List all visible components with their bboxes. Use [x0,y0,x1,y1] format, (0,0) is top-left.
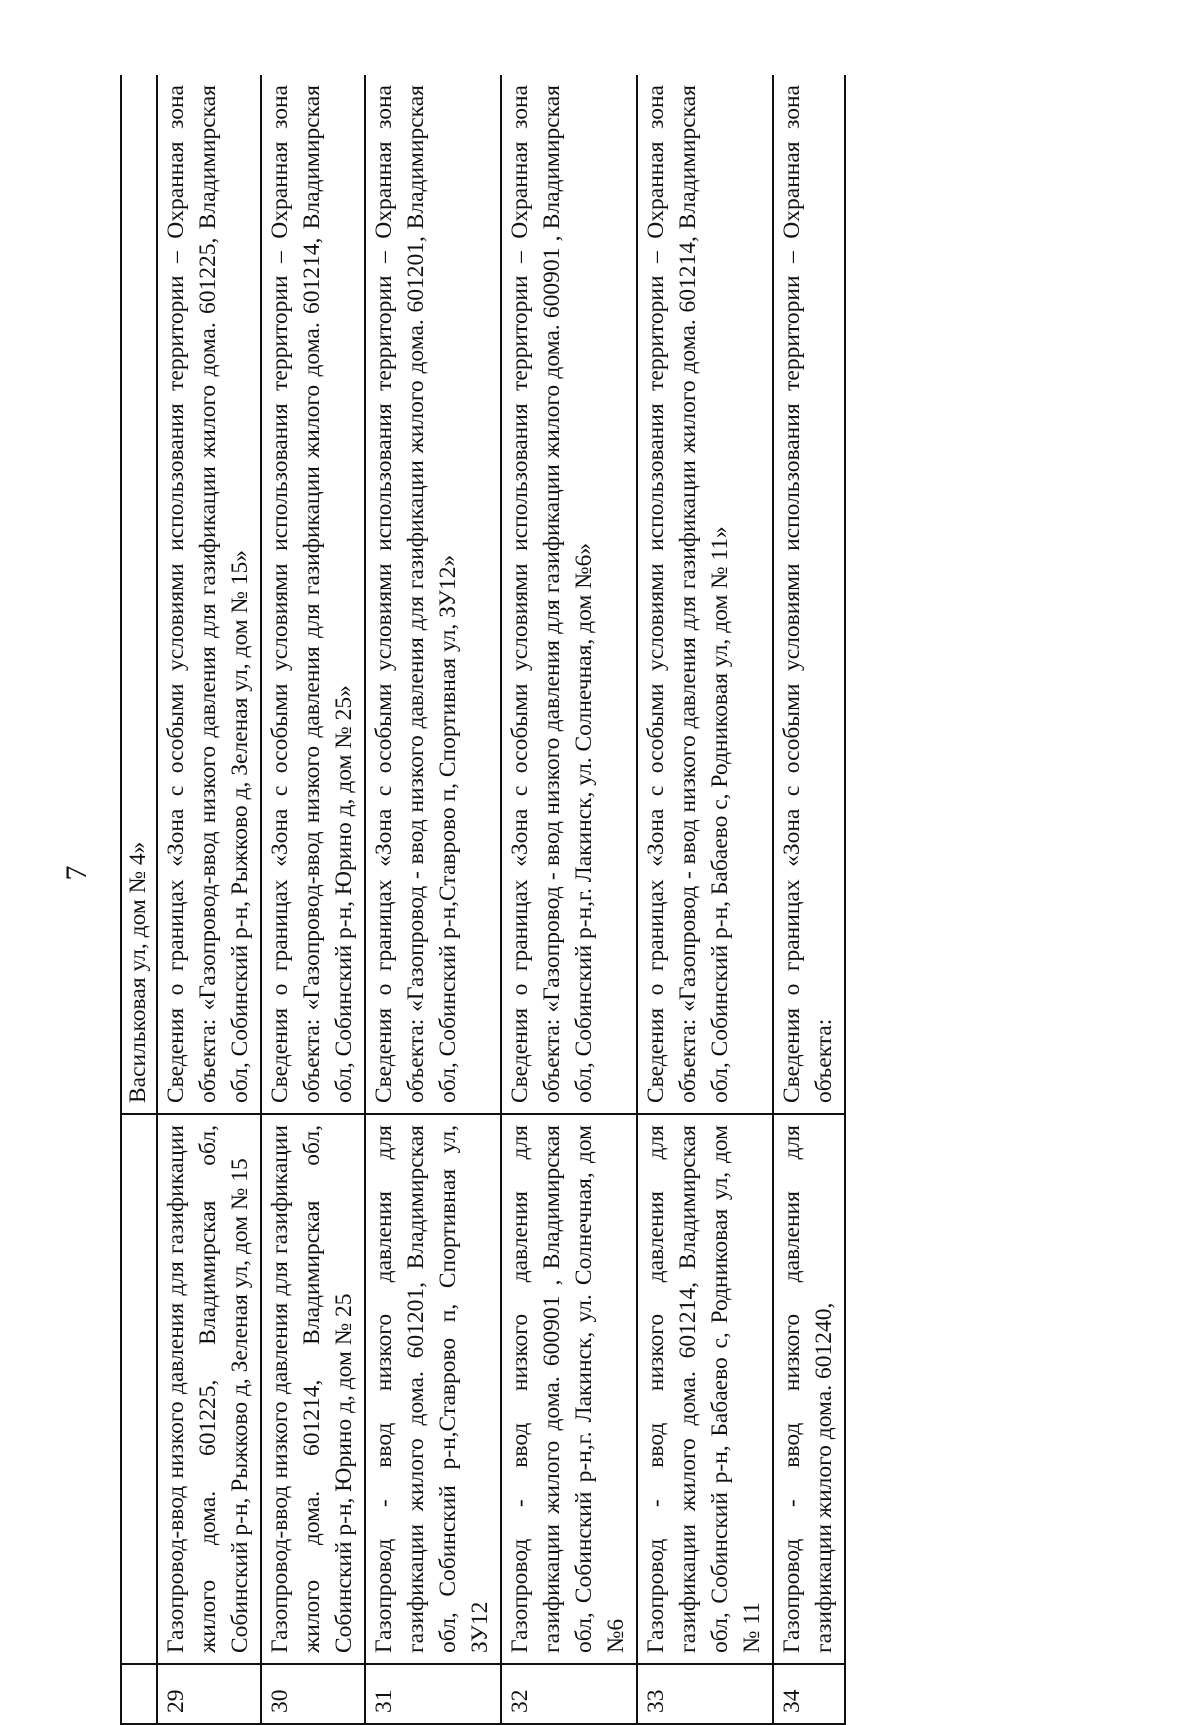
object-cell [121,1114,157,1664]
table-row [261,75,365,1724]
info-cell: Сведения о границах «Зона с особыми условиями использования территории – Охранная зона объекта: [773,75,845,1114]
row-number-cell: 33 [637,1664,773,1724]
info-cell: Сведения о границах «Зона с особыми условиями использования территории – Охранная зона объекта: «Газопровод - ввод низкого давления для газификации жилого дома. 601201, Владимирская обл, Собинский р-н,Ставрово п, Спортивная ул, ЗУ12» [365,75,501,1114]
object-cell: Газопровод - ввод низкого давления для газификации жилого дома. 601214, Владимирская обл, Собинский р-н, Бабаево с, Родниковая ул, дом № 11 [637,1114,773,1664]
row-number-cell: 30 [261,1664,365,1724]
info-cell: Васильковая ул, дом № 4» [121,75,157,1114]
table-row [157,75,261,1724]
object-cell: Газопровод - ввод низкого давления для газификации жилого дома. 601240, [773,1114,845,1664]
rotated-table-frame [120,75,1060,1725]
object-cell: Газопровод-ввод низкого давления для газификации жилого дома. 601225, Владимирская обл, Собинский р-н, Рыжково д, Зеленая ул, дом № 15 [157,1114,261,1664]
row-number-cell: 29 [157,1664,261,1724]
registry-table [120,75,846,1725]
row-number-cell: 31 [365,1664,501,1724]
object-cell: Газопровод - ввод низкого давления для газификации жилого дома. 601201, Владимирская обл, Собинский р-н,Ставрово п, Спортивная ул, ЗУ12 [365,1114,501,1664]
table-row-continuation [121,75,157,1724]
info-cell: Сведения о границах «Зона с особыми условиями использования территории – Охранная зона объекта: «Газопровод-ввод низкого давления для газификации жилого дома. 601214, Владимирская обл, Собинский р-н, Юрино д, дом № 25» [261,75,365,1114]
page-number: 7 [60,865,93,881]
object-cell: Газопровод-ввод низкого давления для газификации жилого дома. 601214, Владимирская обл, Собинский р-н, Юрино д, дом № 25 [261,1114,365,1664]
object-cell: Газопровод - ввод низкого давления для газификации жилого дома. 600901 , Владимирская обл, Собинский р-н,г. Лакинск, ул. Солнечная, дом №6 [501,1114,637,1664]
row-number-cell [121,1664,157,1724]
row-number-cell: 34 [773,1664,845,1724]
table-row [773,75,845,1724]
info-cell: Сведения о границах «Зона с особыми условиями использования территории – Охранная зона объекта: «Газопровод - ввод низкого давления для газификации жилого дома. 600901 , Владимирская обл, Собинский р-н,г. Лакинск, ул. Солнечная, дом №6» [501,75,637,1114]
info-cell: Сведения о границах «Зона с особыми условиями использования территории – Охранная зона объекта: «Газопровод - ввод низкого давления для газификации жилого дома. 601214, Владимирская обл, Собинский р-н, Бабаево с, Родниковая ул, дом № 11» [637,75,773,1114]
row-number-cell: 32 [501,1664,637,1724]
info-cell: Сведения о границах «Зона с особыми условиями использования территории – Охранная зона объекта: «Газопровод-ввод низкого давления для газификации жилого дома. 601225, Владимирская обл, Собинский р-н, Рыжково д, Зеленая ул, дом № 15» [157,75,261,1114]
table-row [501,75,637,1724]
rotated-table-content [120,75,1060,1725]
table-row [365,75,501,1724]
table-row [637,75,773,1724]
